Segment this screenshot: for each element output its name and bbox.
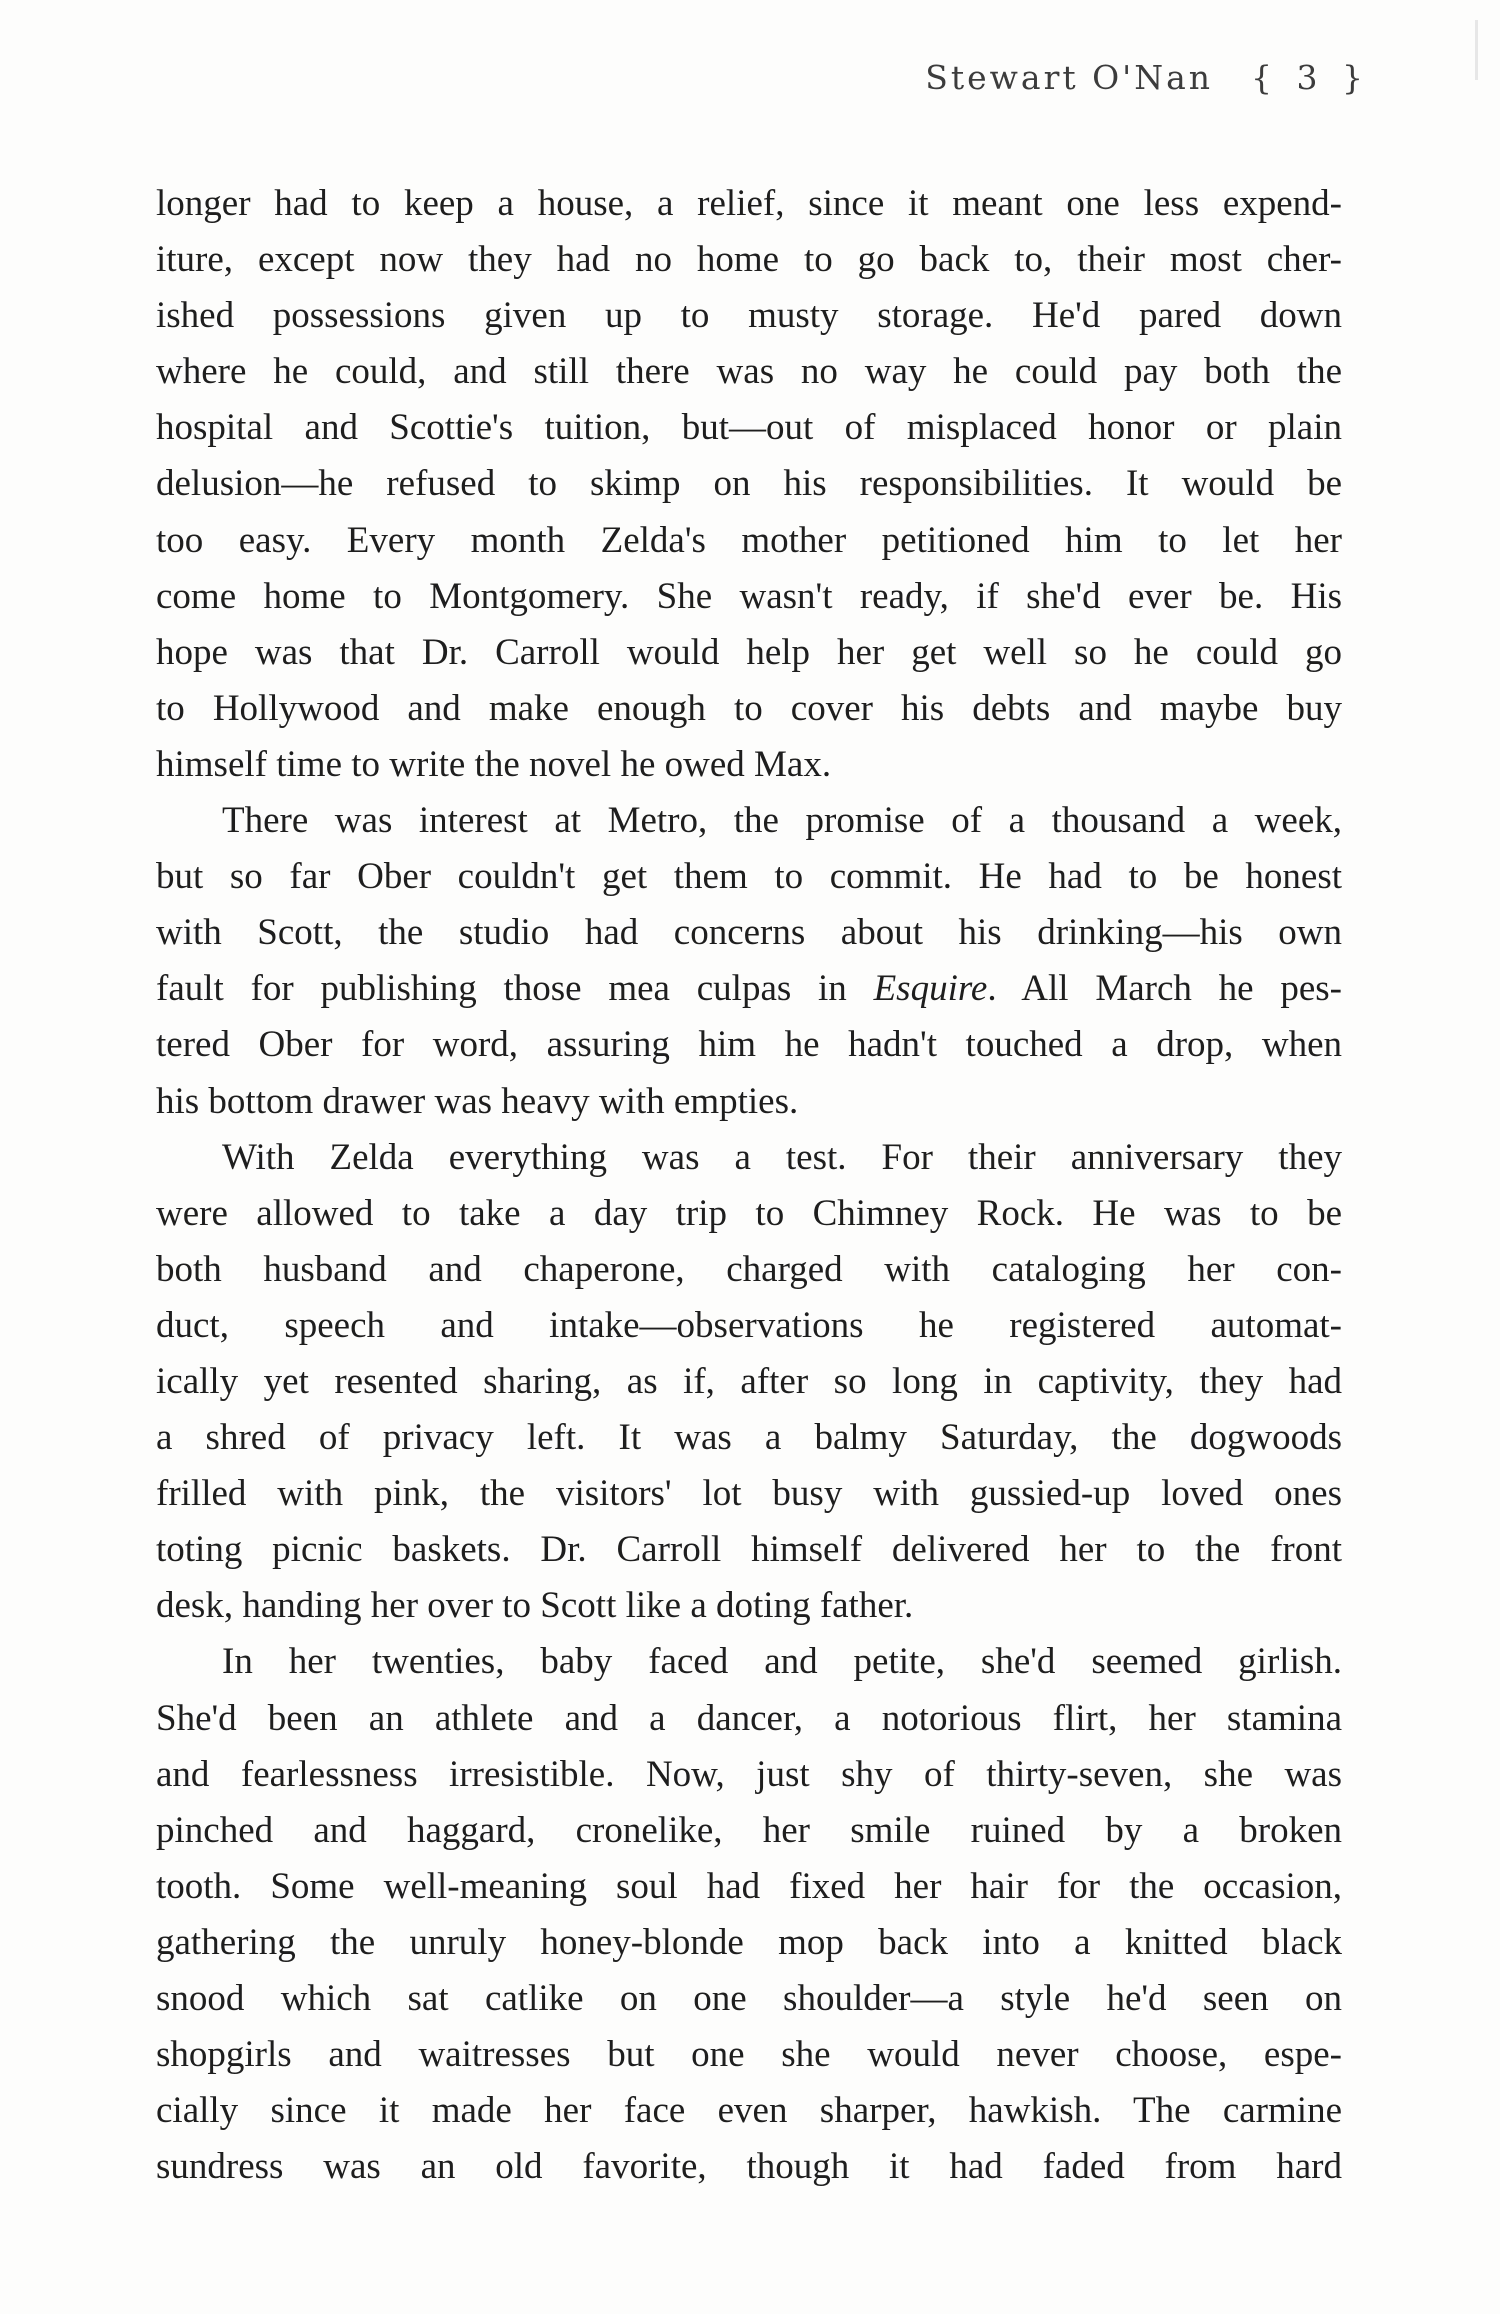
text-line: frilled with pink, the visitors' lot busy with gussied-up loved ones: [156, 1473, 1342, 1515]
text-line: his bottom drawer was heavy with empties.: [156, 1080, 799, 1122]
text-line: tooth. Some well-meaning soul had fixed her hair for the occasion,: [156, 1865, 1342, 1907]
text-line: iture, except now they had no home to go back to, their most cher-: [156, 239, 1342, 281]
text-line: In her twenties, baby faced and petite, she'd seemed girlish.: [222, 1641, 1342, 1683]
text-line: both husband and chaperone, charged with cataloging her con-: [156, 1248, 1342, 1290]
text-line: With Zelda everything was a test. For their anniversary they: [222, 1136, 1342, 1178]
text-line: cially since it made her face even sharper, hawkish. The carmine: [156, 2090, 1342, 2132]
text-line: gathering the unruly honey-blonde mop back into a knitted black: [156, 1921, 1342, 1963]
paragraph: [156, 793, 1342, 1130]
author-name: Stewart O'Nan: [925, 58, 1214, 97]
text-line: too easy. Every month Zelda's mother petitioned him to let her: [156, 519, 1342, 561]
text-line: delusion—he refused to skimp on his responsibilities. It would be: [156, 463, 1342, 505]
text-line: ically yet resented sharing, as if, after so long in captivity, they had: [156, 1360, 1342, 1402]
text-line: ished possessions given up to musty storage. He'd pared down: [156, 295, 1342, 337]
text-line: where he could, and still there was no way he could pay both the: [156, 351, 1342, 393]
scan-mark: [1475, 20, 1478, 80]
text-line: shopgirls and waitresses but one she would never choose, espe-: [156, 2034, 1342, 2076]
text-line: duct, speech and intake—observations he registered automat-: [156, 1304, 1342, 1346]
paragraph: [156, 1130, 1342, 1635]
text-line: tered Ober for word, assuring him he hadn't touched a drop, when: [156, 1024, 1342, 1066]
text-line: hospital and Scottie's tuition, but—out of misplaced honor or plain: [156, 407, 1342, 449]
text-line: longer had to keep a house, a relief, since it meant one less expend-: [156, 183, 1342, 224]
body-text: [156, 176, 1342, 2195]
text-line: come home to Montgomery. She wasn't ready, if she'd ever be. His: [156, 575, 1342, 617]
page-number: { 3 }: [1251, 58, 1370, 97]
text-line: There was interest at Metro, the promise of a thousand a week,: [222, 800, 1342, 842]
text-line: to Hollywood and make enough to cover his debts and maybe buy: [156, 687, 1342, 729]
text-line: sundress was an old favorite, though it had faded from hard: [156, 2146, 1342, 2188]
text-line: a shred of privacy left. It was a balmy Saturday, the dogwoods: [156, 1417, 1342, 1459]
text-line: toting picnic baskets. Dr. Carroll himself delivered her to the front: [156, 1529, 1342, 1571]
text-line: desk, handing her over to Scott like a doting father.: [156, 1585, 914, 1627]
text-line: fault for publishing those mea culpas in Esquire. All March he pes-: [156, 968, 1342, 1010]
paragraph: [156, 176, 1342, 793]
paragraph: [156, 1634, 1342, 2195]
running-head: [925, 58, 1370, 97]
text-line: were allowed to take a day trip to Chimney Rock. He was to be: [156, 1192, 1342, 1234]
text-line: hope was that Dr. Carroll would help her get well so he could go: [156, 631, 1342, 673]
text-line: with Scott, the studio had concerns about his drinking—his own: [156, 912, 1342, 954]
text-line: and fearlessness irresistible. Now, just shy of thirty-seven, she was: [156, 1753, 1342, 1795]
text-line: She'd been an athlete and a dancer, a notorious flirt, her stamina: [156, 1697, 1342, 1739]
text-line: himself time to write the novel he owed Max.: [156, 743, 832, 785]
text-line: but so far Ober couldn't get them to commit. He had to be honest: [156, 856, 1342, 898]
text-line: snood which sat catlike on one shoulder—a style he'd seen on: [156, 1978, 1342, 2019]
text-line: pinched and haggard, cronelike, her smile ruined by a broken: [156, 1809, 1342, 1851]
